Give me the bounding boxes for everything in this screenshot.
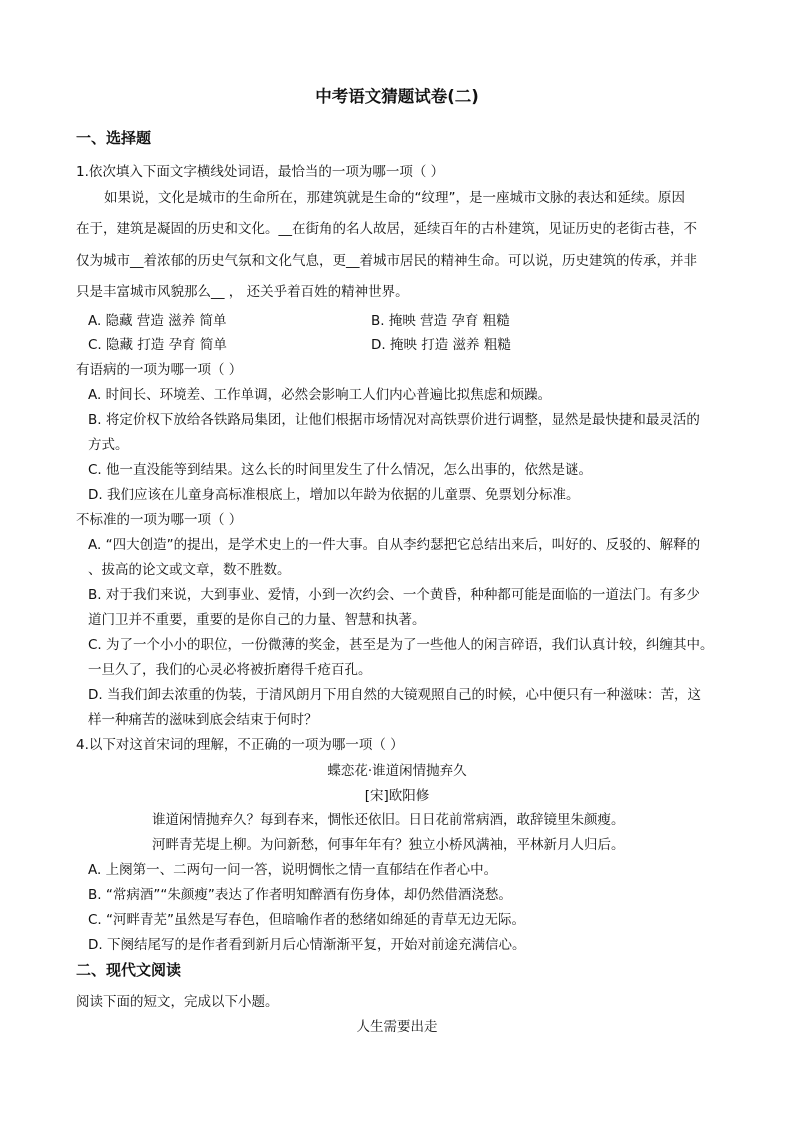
q4-option-a: A. 上阕第一、二两句一问一答，说明惆怅之情一直郁结在作者心中。 <box>88 862 498 878</box>
poem-author: [宋]欧阳修 <box>364 788 430 804</box>
poem-line-1: 谁道闲情抛弃久？每到春来，惆怅还依旧。日日花前常病酒，敢辞镜里朱颜瘦。 <box>152 812 625 828</box>
q3-option-b: B. 对于我们来说，大到事业、爱情，小到一次约会、一个黄昏，种种都可能是面临的一道法门。有多少 <box>88 587 700 603</box>
q2-option-b: B. 将定价权下放给各铁路局集团，让他们根据市场情况对高铁票价进行调整，显然是最快捷和最灵活的 <box>88 412 700 428</box>
q1-stem: 1.依次填入下面文字横线处词语，最恰当的一项为哪一项（ ） <box>76 164 445 180</box>
q1-option-b: B. 掩映 营造 孕育 粗糙 <box>371 313 510 329</box>
poem-line-2: 河畔青芜堤上柳。为问新愁，何事年年有？独立小桥风满袖，平林新月人归后。 <box>152 837 625 853</box>
q1-passage-line-4: 只是丰富城市风貌那么__ ， 还关乎着百姓的精神世界。 <box>76 284 409 300</box>
q3-option-c-cont: 一旦久了，我们的心灵必将被折磨得千疮百孔。 <box>88 662 372 678</box>
q1-passage-line-3: 仅为城市__着浓郁的历史气氛和文化气息，更__着城市居民的精神生命。可以说，历史建筑的传承，并非 <box>76 253 697 269</box>
q3-option-b-cont: 道门卫并不重要，重要的是你自己的力量、智慧和执著。 <box>88 612 426 628</box>
q3-option-d-cont: 样一种痛苦的滋味到底会结束于何时？ <box>88 712 318 728</box>
q2-option-d: D. 我们应该在儿童身高标准根底上，增加以年龄为依据的儿童票、免票划分标准。 <box>88 487 580 503</box>
q1-passage-line-2: 在于，建筑是凝固的历史和文化。__在街角的名人故居，延续百年的古朴建筑，见证历史的老街古巷，不 <box>76 221 697 237</box>
q1-passage-line-1: 如果说，文化是城市的生命所在，那建筑就是生命的“纹理”，是一座城市文脉的表达和延续。原因 <box>104 190 685 206</box>
q4-option-c: C. “河畔青芜”虽然是写春色，但暗喻作者的愁绪如绵延的青草无边无际。 <box>88 912 525 928</box>
q2-option-c: C. 他一直没能等到结果。这么长的时间里发生了什么情况，怎么出事的，依然是谜。 <box>88 462 593 478</box>
section-heading-reading: 二、现代文阅读 <box>76 961 182 979</box>
q4-option-b: B. “常病酒”“朱颜瘦”表达了作者明知醉酒有伤身体，却仍然借酒浇愁。 <box>88 887 512 903</box>
q2-option-a: A. 时间长、环境差、工作单调，必然会影响工人们内心普遍比拟焦虑和烦躁。 <box>88 387 552 403</box>
q4-option-d: D. 下阕结尾写的是作者看到新月后心情渐渐平复，开始对前途充满信心。 <box>88 937 526 953</box>
q1-option-c: C. 隐藏 打造 孕育 简单 <box>88 337 227 353</box>
q3-option-a: A. “四大创造”的提出，是学术史上的一件大事。自从李约瑟把它总结出来后，叫好的、反驳的、解释的 <box>88 537 701 553</box>
poem-title: 蝶恋花·谁道闲情抛弃久 <box>327 763 467 779</box>
q3-option-a-cont: 、拔高的论文或文章，数不胜数。 <box>88 562 291 578</box>
reading-intro: 阅读下面的短文，完成以下小题。 <box>76 994 279 1010</box>
q3-option-d: D. 当我们卸去浓重的伪装，于清风朗月下用自然的大镜观照自己的时候，心中便只有一种滋味：苦，这 <box>88 687 701 703</box>
section-heading-choice: 一、选择题 <box>76 129 152 147</box>
q2-option-b-cont: 方式。 <box>88 437 129 453</box>
page-title: 中考语文猜题试卷(二) <box>315 87 479 106</box>
reading-title: 人生需要出走 <box>356 1019 438 1035</box>
q1-option-d: D. 掩映 打造 滋养 粗糙 <box>371 337 511 353</box>
q3-option-c: C. 为了一个小小的职位，一份微薄的奖金，甚至是为了一些他人的闲言碎语，我们认真计较，纠缠其中。 <box>88 637 714 653</box>
q2-stem: 有语病的一项为哪一项（ ） <box>76 362 243 378</box>
q3-stem: 不标准的一项为哪一项（ ） <box>76 512 243 528</box>
q1-option-a: A. 隐藏 营造 滋养 简单 <box>88 313 227 329</box>
q4-stem: 4.以下对这首宋词的理解，不正确的一项为哪一项（ ） <box>76 737 404 753</box>
